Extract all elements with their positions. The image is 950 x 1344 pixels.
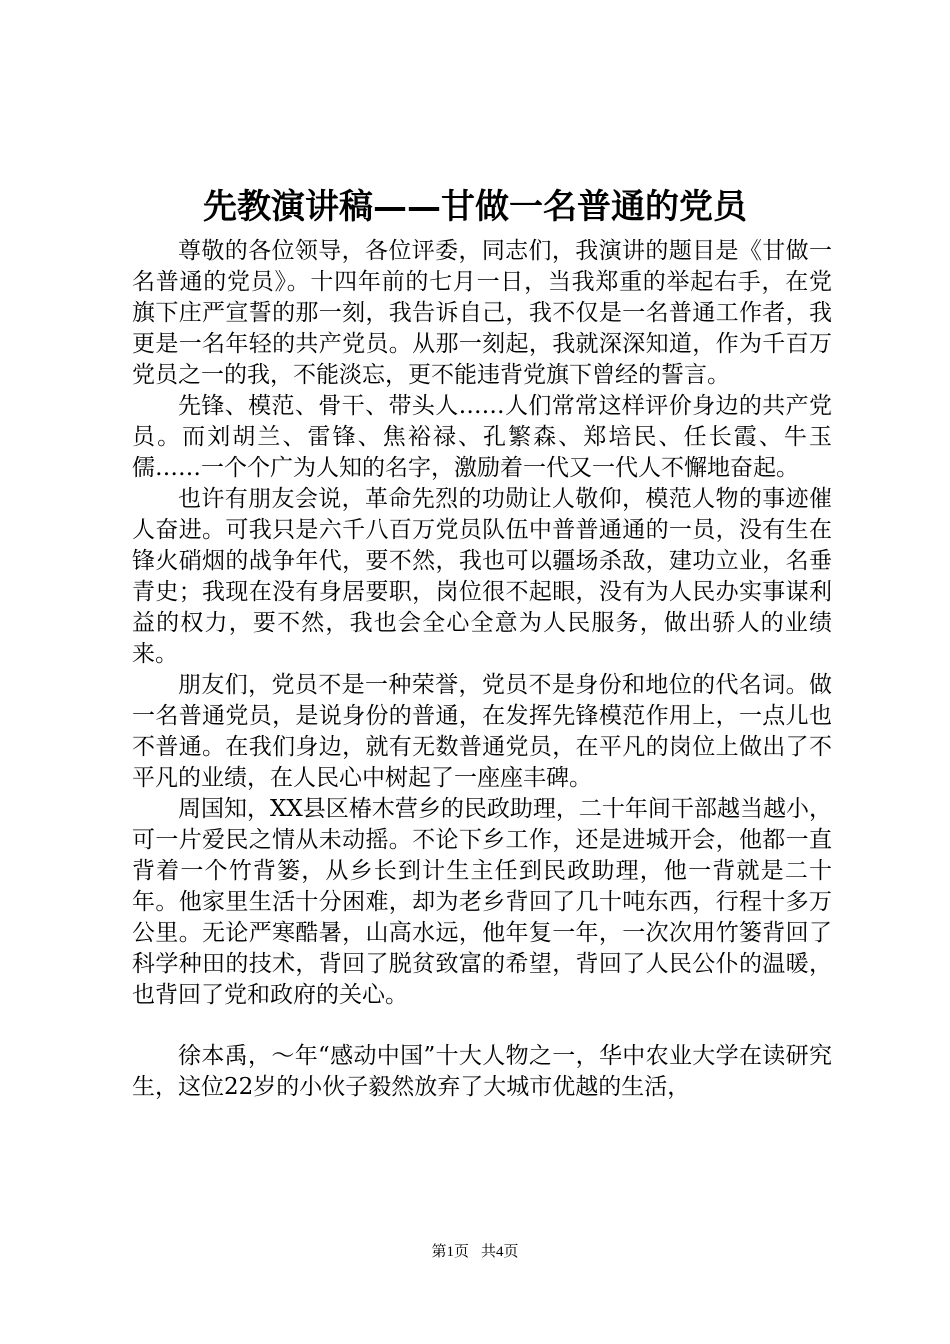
document-body xyxy=(132,236,832,1103)
page-number: 第1页 xyxy=(431,1244,469,1260)
paragraph-3: 也许有朋友会说，革命先烈的功勋让人敬仰，模范人物的事迹催人奋进。可我只是六千八百万党员队伍中普普通通的一员，没有生在锋火硝烟的战争年代，要不然，我也可以疆场杀敌，建功立业，名垂青史；我现在没有身居要职，岗位很不起眼，没有为人民办实事谋利益的权力，要不然，我也会全心全意为人民服务，做出骄人的业绩来。 xyxy=(132,486,832,667)
document-title: 先教演讲稿——甘做一名普通的党员 xyxy=(203,187,747,227)
page-total: 共4页 xyxy=(481,1244,519,1260)
paragraph-1: 尊敬的各位领导，各位评委，同志们，我演讲的题目是《甘做一名普通的党员》。十四年前的七月一日，当我郑重的举起右手，在党旗下庄严宣誓的那一刻，我告诉自己，我不仅是一名普通工作者，我更是一名年轻的共产党员。从那一刻起，我就深深知道，作为千百万党员之一的我，不能淡忘，更不能违背党旗下曾经的誓言。 xyxy=(132,238,832,388)
paragraph-6: 徐本禹，～年“感动中国”十大人物之一，华中农业大学在读研究生，这位22岁的小伙子毅然放弃了大城市优越的生活， xyxy=(132,1043,832,1100)
paragraph-2: 先锋、模范、骨干、带头人……人们常常这样评价身边的共产党员。而刘胡兰、雷锋、焦裕禄、孔繁森、郑培民、任长霞、牛玉儒……一个个广为人知的名字，激励着一代又一代人不懈地奋起。 xyxy=(132,393,832,481)
paragraph-4: 朋友们，党员不是一种荣誉，党员不是身份和地位的代名词。做一名普通党员，是说身份的普通，在发挥先锋模范作用上，一点儿也不普通。在我们身边，就有无数普通党员，在平凡的岗位上做出了不平凡的业绩，在人民心中树起了一座座丰碑。 xyxy=(132,672,832,791)
paragraph-5: 周国知，XX县区椿木营乡的民政助理，二十年间干部越当越小，可一片爱民之情从未动摇。不论下乡工作，还是进城开会，他都一直背着一个竹背篓，从乡长到计生主任到民政助理，他一背就是二十年。他家里生活十分困难，却为老乡背回了几十吨东西，行程十多万公里。无论严寒酷暑，山高水远，他年复一年，一次次用竹篓背回了科学种田的技术，背回了脱贫致富的希望，背回了人民公仆的温暖，也背回了党和政府的关心。 xyxy=(132,796,832,1008)
page-footer xyxy=(0,1241,950,1263)
